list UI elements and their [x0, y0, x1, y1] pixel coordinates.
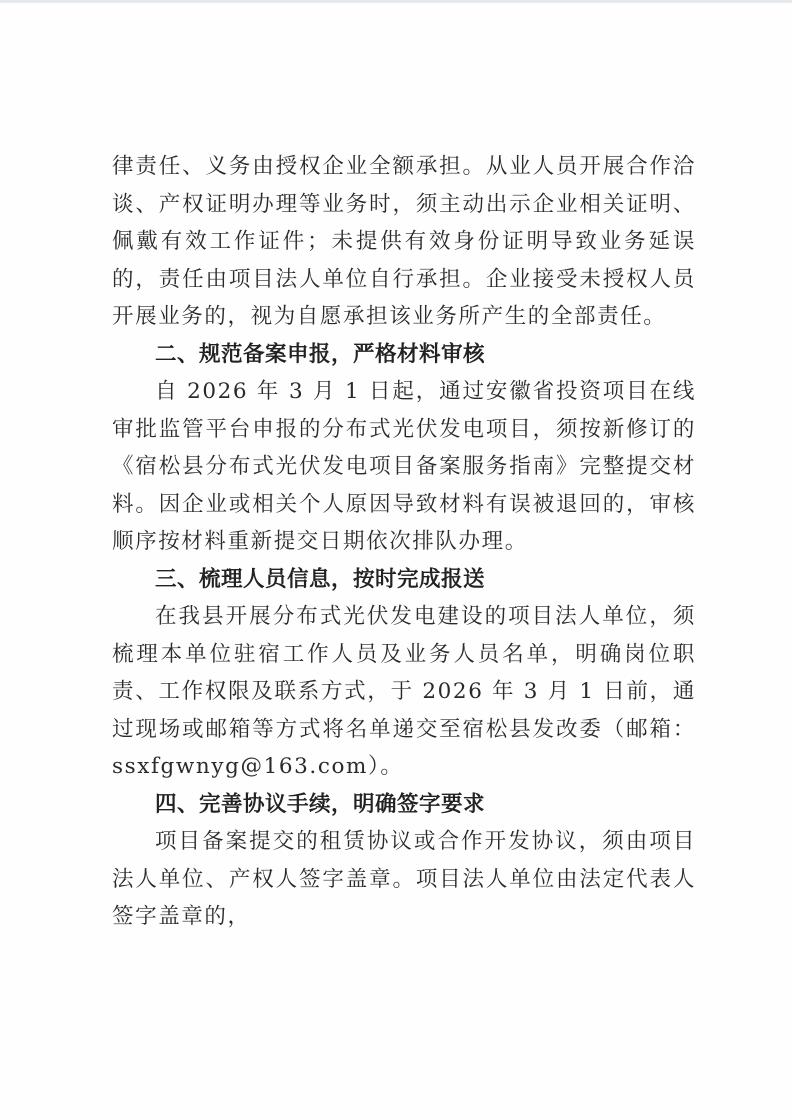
section-heading-4: 四、完善协议手续，明确签字要求: [155, 791, 486, 817]
paragraph-agreement-signing: 项目备案提交的租赁协议或合作开发协议，须由项目法人单位、产权人签字盖章。项目法人单位由法定代表人签字盖章的，: [112, 829, 696, 929]
paragraph-filing-requirements: 自 2026 年 3 月 1 日起，通过安徽省投资项目在线审批监管平台申报的分布式光伏发电项目，须按新修订的《宿松县分布式光伏发电项目备案服务指南》完整提交材料。因企业或相关个人原因导致材料有误被退回的，审核顺序按材料重新提交日期依次排队办理。: [112, 379, 696, 554]
paragraph-responsibility-continuation: 律责任、义务由授权企业全额承担。从业人员开展合作洽谈、产权证明办理等业务时，须主动出示企业相关证明、佩戴有效工作证件；未提供有效身份证明导致业务延误的，责任由项目法人单位自行承担。企业接受未授权人员开展业务的，视为自愿承担该业务所产生的全部责任。: [112, 154, 696, 329]
paragraph-personnel-info: 在我县开展分布式光伏发电建设的项目法人单位，须梳理本单位驻宿工作人员及业务人员名单，明确岗位职责、工作权限及联系方式，于 2026 年 3 月 1 日前，通过现场或邮箱等方式将名单递交至宿松县发改委（邮箱：ssxfgwnyg@163.com）。: [112, 604, 696, 779]
document-page: [112, 148, 696, 936]
section-heading-3: 三、梳理人员信息，按时完成报送: [155, 566, 486, 592]
scan-top-edge: [0, 0, 792, 3]
section-heading-2: 二、规范备案申报，严格材料审核: [155, 341, 486, 367]
